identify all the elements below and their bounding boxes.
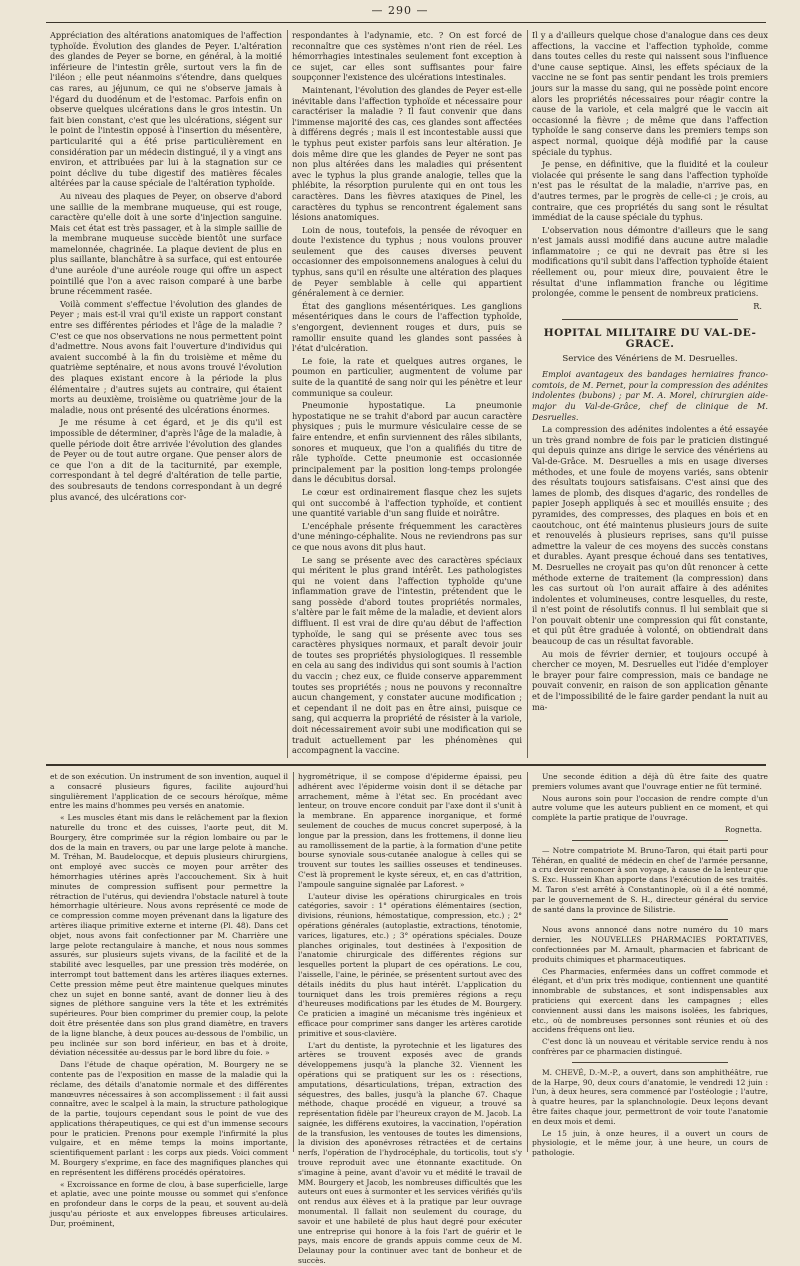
section-subtitle: Service des Vénériens de M. Desruelles. bbox=[562, 353, 738, 364]
paragraph: Dans l'étude de chaque opération, M. Bourgery ne se contente pas de l'exposition en masse de la maladie qui la réclame, des détails d'anatomie normale et des différentes manœuvres nécessaires à son accomplissement : il fait aussi connaître, avec le scalpel à la main, la structure pathologique de la partie, toujours cependant sous le point de vue des applications thérapeutiques, ce qui est d'un immense secours pour le praticien. Prenons pour exemple l'infirmité la plus vulgaire, et en même temps la moins importante, scientifiquement parlant : les corps aux pieds. Voici comment M. Bourgery s'exprime, en face des magnifiques planches qui en représentent les différens procédés opératoires. bbox=[50, 1060, 288, 1177]
column-rule bbox=[527, 30, 528, 758]
paragraph: Le 15 juin, à onze heures, il a ouvert un cours de physiologie, et le même jour, à une heure, un cours de pathologie. bbox=[532, 1128, 768, 1158]
paragraph: Le foie, la rate et quelques autres organes, le poumon en particulier, augmentent de volume par suite de la quantité de sang noir qui les pénètre et leur communique sa couleur. bbox=[292, 355, 522, 398]
paragraph: Ces Pharmacies, enfermées dans un coffret commode et élégant, et d'un prix très modique, contiennent une quantité innombrable de substances, et sont indispensables aux praticiens qui exercent dans les campagnes ; elles conviennent aussi dans les maisons isolées, les fabriques, etc., où de nombreuses personnes sont réunies et où des accidens fréquens ont lieu. bbox=[532, 966, 768, 1035]
article-column-2 bbox=[292, 30, 522, 758]
paragraph: La compression des adénites indolentes a été essayée un très grand nombre de fois par le praticien distingué qui depuis quinze ans dirige le service des vénériens au Val-de-Grâce. M. Desruelles a mis en usage diverses méthodes, et une foule de moyens variés, sans obtenir des résultats toujours satisfaisans. C'est ainsi que des lames de plomb, des disques d'agaric, des rondelles de papier Joseph appliqués à sec et mouillés ensuite ; des pyramides, des compresses, des plaques en bois et en caoutchouc, ont été maintenus plusieurs jours de suite et renouvelés à plusieurs reprises, sans qu'il puisse admettre la valeur de ces moyens des succès constans et durables. Ayant presque échoué dans ses tentatives, M. Desruelles ne croyait pas qu'on dût renoncer à cette méthode externe de traitement (la compression) dans les cas surtout où l'on aurait affaire à des adénites indolentes et volumineuses, contre lesquelles, du reste, il n'est point de résolutifs connus. Il lui semblait que si l'on pouvait obtenir une compression qui fût constante, et qui pût être graduée à volonté, on obtiendrait dans beaucoup de cas un résultat favorable. bbox=[532, 424, 768, 647]
paragraph: respondantes à l'adynamie, etc. ? On est forcé de reconnaître que ces systèmes n'ont rien de réel. Les hémorrhagies intestinales seulement font exception à ce sujet, car elles sont suffisantes pour faire soupçonner l'existence des ulcérations intestinales. bbox=[292, 30, 522, 83]
separator bbox=[572, 919, 728, 920]
author-signature: Rognetta. bbox=[724, 824, 762, 834]
feuilleton-column-2 bbox=[298, 772, 522, 1266]
column-rule bbox=[293, 772, 294, 1152]
separator bbox=[572, 840, 728, 841]
paragraph: Au mois de février dernier, et toujours occupé à chercher ce moyen, M. Desruelles eut l'idée d'employer le brayer pour faire compression, mais ce bandage ne pouvait convenir, en raison de son application gênante et de l'impossibilité de le faire garder pendant la nuit au ma- bbox=[532, 648, 768, 712]
paragraph: Appréciation des altérations anatomiques de l'affection typhoïde. Évolution des glandes de Peyer. L'altération des glandes de Peyer se borne, en général, à la moitié inférieure de l'intestin grêle, surtout vers la fin de l'iléon ; elle peut néanmoins s'étendre, dans quelques cas rares, au jéjunum, ce qui ne s'observe jamais à l'égard du duodénum et de l'estomac. Parfois enfin on observe quelques ulcérations dans le gros intestin. Un fait bien constant, c'est que les ulcérations, siégent sur le point de l'intestin opposé à l'insertion du mésentère, particularité qui a été prise particulièrement en considération par un médecin distingué, il y a vingt ans environ, et attribuées par lui à la stagnation sur ce point déclive du tube digestif des matières fécales altérées par la cause spéciale de l'altération typhoïde. bbox=[50, 30, 282, 189]
separator bbox=[572, 1062, 728, 1063]
article-column-3 bbox=[532, 30, 768, 758]
article-column-1 bbox=[50, 30, 282, 758]
paragraph: Voilà comment s'effectue l'évolution des glandes de Peyer ; mais est-il vrai qu'il existe un rapport constant entre ses différentes périodes et l'âge de la maladie ? C'est ce que nos observations ne nous permettent point d'admettre. Nous avons fait l'ouverture d'individus qui avaient succombé à la fin du troisième et même du quatrième septénaire, et nous avons trouvé l'évolution des plaques existant encore à la période la plus élémentaire ; d'autres sujets au contraire, qui étaient morts au deuxième, troisième ou quatrième jour de la maladie, nous ont présenté des ulcérations énormes. bbox=[50, 298, 282, 415]
paragraph: État des ganglions mésentériques. Les ganglions mésentériques dans le cours de l'affection typhoïde, s'engorgent, deviennent rouges et durs, puis se ramollir ensuite quand les glandes sont passées à l'état d'ulcération. bbox=[292, 300, 522, 354]
paragraph: L'art du dentiste, la pyrotechnie et les ligatures des artères se trouvent exposés avec de grands développemens jusqu'à la planche 32. Viennent les opérations qui se pratiquent sur les os : résections, amputations, désarticulations, trépan, extraction des séquestres, des balles, jusqu'à la planche 67. Chaque méthode, chaque procédé en vigueur, a trouvé sa représentation fidèle par l'heureux crayon de M. Jacob. La saignée, les différens exutoires, la vaccination, l'opération de la transfusion, les ventouses de toutes les dimensions, la division des aponévroses rétractées et de certains nerfs, l'opération de l'hydrocéphale, du torticolis, tout s'y trouve reproduit avec une étonnante exactitude. On s'imagine à peine, avant d'avoir vu et médité le travail de MM. Bourgery et Jacob, les nombreuses difficultés que les auteurs ont eues à surmonter et les services vérifiés qu'ils ont rendus aux élèves et à la pratique par leur ouvrage monumental. Il fallait non seulement du courage, du savoir et une habileté de plus haut degré pour exécuter une entreprise qui honore à la fois l'art de guérir et le pays, mais encore de grands appuis comme ceux de M. Delaunay pour la continuer avec tant de bonheur et de succès. bbox=[298, 1040, 522, 1266]
separator bbox=[562, 319, 738, 320]
column-rule bbox=[287, 30, 288, 758]
section-divider-rule bbox=[46, 764, 766, 766]
paragraph: Emploi avantageux des bandages herniaires franco-comtois, de M. Pernet, pour la compression des adénites indolentes (bubons) ; par M. A. Morel, chirurgien aide-major du Val-de-Grâce, chef de clinique de M. Desruelles. bbox=[532, 369, 768, 422]
paragraph: L'encéphale présente fréquemment les caractères d'une méningo-céphalite. Nous ne reviendrons pas sur ce que nous avons dit plus haut. bbox=[292, 520, 522, 552]
paragraph: hygrométrique, il se compose d'épiderme épaissi, peu adhérent avec l'épiderme voisin dont il se détache par arrachement, même à l'état sec. En procédant avec lenteur, on trouve encore conduit par l'axe dont il s'unit à la membrane. En apparence inorganique, et formé seulement de couches de mucus concret superposé, à la longue par la pression, dans les frottemens, il donne lieu au ramollissement de la partie, à la formation d'une petite bourse synoviale sous-cutanée analogue à celles qui se trouvent sur toutes les saillies osseuses et tendineuses. C'est là proprement le kyste séreux, et, en cas d'attrition, l'ampoule sanguine signalée par Laforest. » bbox=[298, 772, 522, 889]
paragraph: C'est donc là un nouveau et véritable service rendu à nos confrères par ce pharmacien distingué. bbox=[532, 1037, 768, 1056]
paragraph: Une seconde édition a déjà dû être faite des quatre premiers volumes avant que l'ouvrage entier ne fût terminé. bbox=[532, 772, 768, 791]
paragraph: Il y a d'ailleurs quelque chose d'analogue dans ces deux affections, la vaccine et l'affection typhoïde, comme dans toutes celles du reste qui naissent sous l'influence d'une cause septique. Ainsi, les effets spéciaux de la vaccine ne se font pas sentir pendant les trois premiers jours sur la masse du sang, qui ne possède point encore alors les propriétés nécessaires pour réagir contre la cause de la variole, et cela malgré que le vaccin ait occasionné la fièvre ; de même que dans l'affection typhoïde le sang conserve dans les premiers temps son aspect normal, quoique déjà modifié par la cause spéciale du typhus. bbox=[532, 30, 768, 157]
author-signature: R. bbox=[753, 300, 762, 311]
paragraph: — Notre compatriote M. Bruno-Taron, qui était parti pour Téhéran, en qualité de médecin en chef de l'armée persanne, a cru devoir renoncer à son voyage, à cause de la lenteur que S. Exc. Hussein Khan apporte dans l'exécution de ses traités. M. Taron s'est arrêté à Constantinople, où il a été nommé, par le gouvernement de S. H., directeur général du service de santé dans la province de Silistrie. bbox=[532, 845, 768, 914]
paragraph: M. CHEVÉ, D.-M.-P., a ouvert, dans son amphithéâtre, rue de la Harpe, 90, deux cours d'anatomie, le vendredi 12 juin : l'un, à deux heures, sera commencé par l'ostéologie ; l'autre, à quatre heures, par la splanchnologie. Deux leçons devant être faites chaque jour, permettront de voir toute l'anatomie en deux mois et demi. bbox=[532, 1067, 768, 1126]
paragraph: L'observation nous démontre d'ailleurs que le sang n'est jamais aussi modifié dans aucune autre maladie inflammatoire ; ce qui ne devrait pas être si les modifications qu'il subit dans l'affection typhoïde étaient réellement ou, pour mieux dire, pouvaient être le résultat d'une inflammation franche ou légitime prolongée, comme le pensent de nombreux praticiens. bbox=[532, 224, 768, 299]
section-title: HOPITAL MILITAIRE DU VAL-DE-GRACE. bbox=[543, 327, 757, 351]
paragraph: Le sang se présente avec des caractères spéciaux qui méritent le plus grand intérêt. Les pathologistes qui ne voient dans l'affection typhoïde qu'une inflammation grave de l'intestin, prétendent que le sang possède d'abord toutes propriétés normales, s'altère par le fait même de la maladie, et devient alors diffluent. Il est vrai de dire qu'au début de l'affection typhoïde, le sang qui se présente avec tous ses caractères physiques normaux, et paraît devoir jouir de toutes ses propriétés physiologiques. Il ressemble en cela au sang des individus qui sont soumis à l'action du vaccin ; chez eux, ce fluide conserve apparemment toutes ses propriétés ; nous ne pouvons y reconnaître aucun changement, y constater aucune modification ; et cependant il ne doit pas en être ainsi, puisque ce sang, qui acquerra la propriété de résister à la variole, doit nécessairement avoir subi une modification qui se traduit actuellement par les phénomènes qui accompagnent la vaccine. bbox=[292, 554, 522, 756]
page-number: — 290 — bbox=[371, 4, 429, 17]
paragraph: L'auteur divise les opérations chirurgicales en trois catégories, savoir : 1° opérations élémentaires (section, divisions, réunions, hémostatique, compression, etc.) ; 2° opérations générales (autoplastie, extractions, ténotomie, varices, ligatures, etc.) ; 3° opérations spéciales. Douze planches originales, tout destinées à l'exposition de l'anatomie chirurgicale des différentes régions sur lesquelles portent la plupart de ces opérations. Le cou, l'aisselle, l'aine, le périnée, se présentent surtout avec des détails inédits du plus haut intérêt. L'application du tourniquet dans les trois premières régions a reçu d'heureuses modifications par les études de M. Bourgery. Ce praticien a imaginé un mécanisme très ingénieux et efficace pour comprimer sans danger les artères carotide primitive et sous-clavière. bbox=[298, 891, 522, 1038]
paragraph: et de son exécution. Un instrument de son invention, auquel il a consacré plusieurs figures, facilite aujourd'hui singulièrement l'application de ce secours héroïque, même entre les mains d'hommes peu versés en anatomie. bbox=[50, 772, 288, 811]
paragraph: Je me résume à cet égard, et je dis qu'il est impossible de déterminer, d'après l'âge de la maladie, à quelle période doit être arrivée l'évolution des glandes de Peyer ou de tout autre organe. Que penser alors de ce que l'on a dit de la taciturnité, par exemple, correspondant à tel degré d'altération de telle partie, des soubresauts de tendons correspondant à un degré plus avancé, des ulcérations cor- bbox=[50, 417, 282, 502]
paragraph: Maintenant, l'évolution des glandes de Peyer est-elle inévitable dans l'affection typhoïde et nécessaire pour caractériser la maladie ? Il faut convenir que dans l'immense majorité des cas, ces glandes sont affectées à différens degrés ; mais il est incontestable aussi que le typhus peut exister parfois sans leur altération. Je dois même dire que les glandes de Peyer ne sont pas non plus altérées dans les maladies qui présentent avec le typhus la plus grande analogie, telles que la phlébite, la résorption purulente qui en ont tous les caractères. Dans les fièvres ataxiques de Pinel, les caractères du typhus se rencontrent également sans lésions anatomiques. bbox=[292, 84, 522, 223]
paragraph: Je pense, en définitive, que la fluidité et la couleur violacée qui présente le sang dans l'affection typhoïde n'est pas le résultat de la maladie, n'arrive pas, en d'autres termes, par le progrès de celle-ci ; je crois, au contraire, que ces propriétés du sang sont le résultat immédiat de la cause spéciale du typhus. bbox=[532, 159, 768, 223]
paragraph: Nous avons annoncé dans notre numéro du 10 mars dernier, les NOUVELLES PHARMACIES PORTATIVES, confectionnées par M. Arnault, pharmacien et fabricant de produits chimiques et pharmaceutiques. bbox=[532, 925, 768, 964]
paragraph: Nous aurons soin pour l'occasion de rendre compte d'un autre volume que les auteurs publient en ce moment, et qui complète la partie pratique de l'ouvrage. bbox=[532, 793, 768, 823]
feuilleton-column-3 bbox=[532, 772, 768, 1158]
paragraph: Pneumonie hypostatique. La pneumonie hypostatique ne se trahit d'abord par aucun caractère physiques ; puis le murmure vésiculaire cesse de se faire entendre, et enfin surviennent des râles sibilants, sonores et muqueux, que l'on a qualifiés du titre de râle typhoïde. Cette pneumonie est occasionnée principalement par la position long-temps prolongée dans le décubitus dorsal. bbox=[292, 400, 522, 485]
column-rule bbox=[527, 772, 528, 1152]
paragraph: Loin de nous, toutefois, la pensée de révoquer en doute l'existence du typhus ; nous voulons prouver seulement que des causes diverses peuvent occasionner des empoisonnemens analogues à celui du typhus, sans qu'il en résulte une altération des plaques de Peyer semblable à celle qui appartient généralement à ce dernier. bbox=[292, 224, 522, 299]
header-rule bbox=[46, 22, 766, 23]
paragraph: « Excroissance en forme de clou, à base superficielle, large et aplatie, avec une pointe mousse ou sommet qui s'enfonce en profondeur dans le corps de la peau, et souvent au-delà jusqu'au périoste et aux enveloppes fibreuses articulaires. Dur, proéminent, bbox=[50, 1179, 288, 1228]
paragraph: Au niveau des plaques de Peyer, on observe d'abord une saillie de la membrane muqueuse, qui est rouge, caractère qu'elle doit à une sorte d'injection sanguine. Mais cet état est très passager, et à la simple saillie de la membrane muqueuse succède bientôt une surface mamelonnée, chagrinée. La plaque devient de plus en plus saillante, blanchâtre à sa surface, qui est entourée d'une auréole d'une auréole rouge qui offre un aspect pointillé que l'on a avec raison comparé à une barbe brune récemment rasée. bbox=[50, 190, 282, 297]
paragraph: Le cœur est ordinairement flasque chez les sujets qui ont succombé à l'affection typhoïde, et contient une quantité variable d'un sang fluide et noirâtre. bbox=[292, 486, 522, 519]
paragraph: « Les muscles étant mis dans le relâchement par la flexion naturelle du tronc et des cuisses, l'aorte peut, dit M. Bourgery, être comprimée sur la région lombaire ou par le dos de la main en travers, ou par une large pelote à manche. M. Tréhan, M. Baudelocque, et depuis plusieurs chirurgiens, ont employé avec succès ce moyen pour arrêter des hémorrhagies utérines après l'accouchement. Six à huit minutes de compression suffisent pour permettre la rétraction de l'utérus, qui deviendra l'obstacle naturel à toute hémorrhagie ultérieure. Nous avons représenté ce mode de ce compression comme moyen prévenant dans la ligature des artères iliaque primitive externe et interne (Pl. 48). Dans cet objet, nous avons fait confectionner par M. Charrière une large pelote rectangulaire à manche, et nous nous sommes assurés, sur plusieurs sujets vivans, de la facilité et de la stabilité avec lesquelles, par une pression très modérée, on interrompt tout battement dans les artères iliaques externes. Cette pression même peut être maintenue quelques minutes chez un sujet en bonne santé, avant de donner lieu à des signes de pléthore sanguine vers la tête et les extrémités supérieures. Pour bien comprimer du premier coup, la pelote doit être présentée dans son plus grand diamètre, en travers de la ligne blanche, à deux pouces au-dessous de l'ombilic, un peu inclinée sur son bord inférieur, en bas et à droite, déviation nécessitée au-dessus par le bord libre du foie. » bbox=[50, 813, 288, 1058]
feuilleton-column-1 bbox=[50, 772, 288, 1228]
